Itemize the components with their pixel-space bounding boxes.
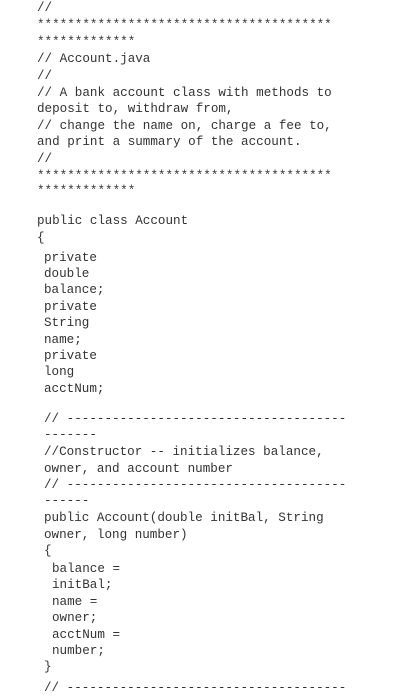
code-line: String xyxy=(44,316,90,330)
code-line: private xyxy=(44,349,97,363)
code-line: *************************************** xyxy=(37,169,332,183)
code-line: ------- xyxy=(44,428,97,442)
code-line: name; xyxy=(44,333,82,347)
code-line: long xyxy=(44,365,75,379)
code-line: { xyxy=(44,544,52,558)
code-line: // A bank account class with methods to xyxy=(37,86,332,100)
code-line: owner; xyxy=(52,611,98,625)
code-line: // ------------------------------------- xyxy=(44,412,347,426)
code-line: //Constructor -- initializes balance, xyxy=(44,445,324,459)
code-line: // xyxy=(37,1,53,15)
code-line: *************************************** xyxy=(37,18,332,32)
code-line: initBal; xyxy=(52,578,113,592)
code-line: // ------------------------------------- xyxy=(44,681,347,695)
code-line: public class Account xyxy=(37,214,189,228)
code-line: { xyxy=(37,231,45,245)
code-line: private xyxy=(44,300,97,314)
code-line: } xyxy=(44,660,52,674)
code-line: acctNum; xyxy=(44,382,105,396)
code-line: ------ xyxy=(44,494,90,508)
code-line: // change the name on, charge a fee to, xyxy=(37,119,332,133)
code-line: ************* xyxy=(37,35,136,49)
code-line: name = xyxy=(52,595,98,609)
code-line: ************* xyxy=(37,184,136,198)
code-line: acctNum = xyxy=(52,628,121,642)
code-line: // ------------------------------------- xyxy=(44,478,347,492)
code-line: double xyxy=(44,267,90,281)
code-line: owner, and account number xyxy=(44,462,233,476)
code-line: balance = xyxy=(52,562,121,576)
code-line: private xyxy=(44,251,97,265)
code-line: // xyxy=(37,152,53,166)
code-line: // Account.java xyxy=(37,52,151,66)
code-line: number; xyxy=(52,644,105,658)
code-line: public Account(double initBal, String xyxy=(44,511,324,525)
code-line: deposit to, withdraw from, xyxy=(37,102,234,116)
code-line: and print a summary of the account. xyxy=(37,135,302,149)
code-line: owner, long number) xyxy=(44,528,188,542)
code-line: balance; xyxy=(44,283,105,297)
code-line: // xyxy=(37,69,53,83)
